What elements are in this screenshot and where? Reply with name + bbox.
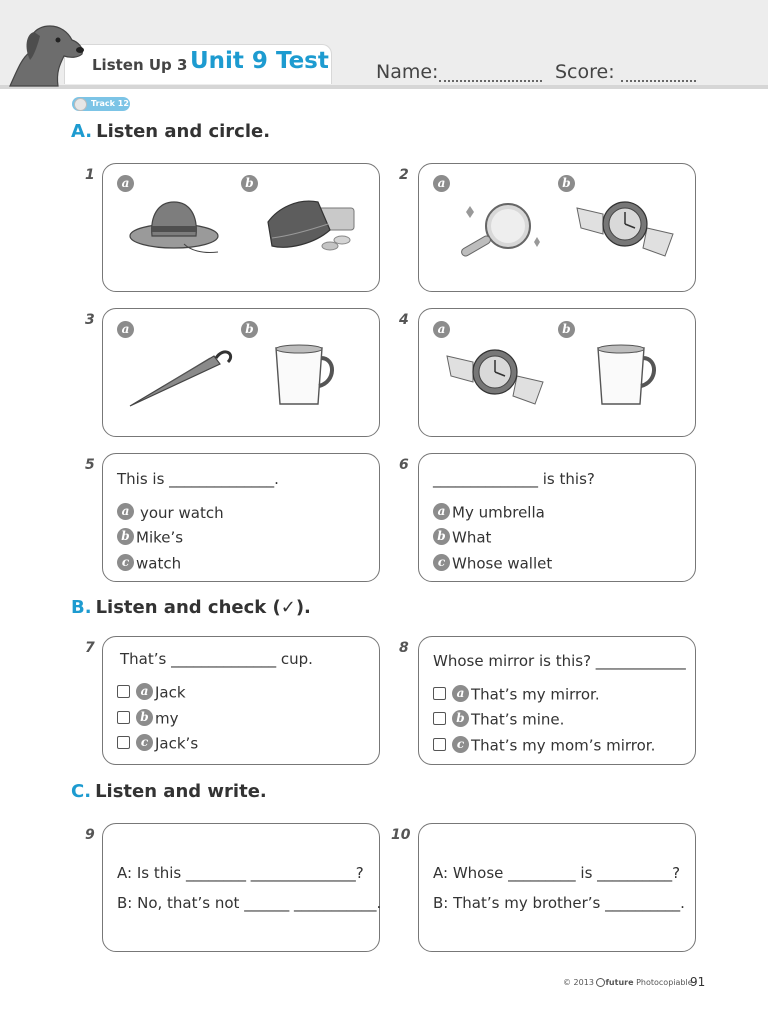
question-number: 2 [399,167,409,183]
hat-icon[interactable] [128,196,223,262]
checkbox[interactable] [117,685,130,698]
option-b-badge[interactable]: b [558,321,575,338]
question-number: 6 [399,457,409,473]
option-b-badge[interactable]: b [241,321,258,338]
section-b-heading [71,597,311,618]
choice-text: watch [136,554,182,573]
choice-b[interactable] [117,528,183,546]
choice-text: my [155,709,179,728]
question-number: 10 [391,827,411,843]
check-choice-b[interactable] [117,709,179,727]
option-c-badge: c [136,734,153,751]
choice-a[interactable] [117,503,224,521]
question-7-prompt: That’s ______________ cup. [120,650,313,668]
track-label: Track 12 [91,99,129,108]
choice-text: My umbrella [452,503,545,522]
watch-icon[interactable] [573,194,677,260]
choice-c[interactable] [433,554,552,572]
choice-a[interactable] [433,503,545,521]
checkbox[interactable] [433,687,446,700]
wallet-icon[interactable] [258,194,360,260]
choice-text: Mike’s [136,528,184,547]
option-b-badge[interactable]: b [241,175,258,192]
cd-icon [74,98,87,111]
choice-text: That’s my mirror. [471,685,600,704]
name-field[interactable] [439,80,542,82]
check-choice-a[interactable] [117,683,186,701]
choice-text: Jack’s [155,734,199,753]
section-a-text: Listen and circle. [96,121,271,142]
question-9-line-b[interactable]: B: No, that’s not ______ ___________. [117,894,382,912]
option-a-badge[interactable]: a [433,321,450,338]
publisher-name: future [605,978,634,987]
choice-c[interactable] [117,554,181,572]
question-number: 7 [85,640,95,656]
page-number: 91 [690,975,706,989]
umbrella-icon[interactable] [124,346,234,410]
question-9-box [102,823,380,952]
question-number: 1 [85,167,95,183]
question-10-box [418,823,696,952]
mirror-icon[interactable] [446,198,546,264]
check-choice-a[interactable] [433,685,600,703]
check-choice-c[interactable] [117,734,198,752]
question-number: 9 [85,827,95,843]
option-a-badge: a [117,503,134,520]
page-title: Unit 9 Test [190,48,329,74]
choice-text: Jack [155,683,186,702]
score-field[interactable] [621,80,696,82]
check-choice-c[interactable] [433,736,655,754]
question-10-line-a[interactable]: A: Whose _________ is __________? [433,864,681,882]
section-c-heading [71,781,267,802]
option-c-badge: c [452,736,469,753]
question-number: 8 [399,640,409,656]
option-a-badge[interactable]: a [117,321,134,338]
section-a-heading [71,121,270,142]
option-b-badge: b [452,710,469,727]
name-label: Name: [376,61,439,83]
option-a-badge: a [136,683,153,700]
question-number: 4 [399,312,409,328]
option-b-badge: b [136,709,153,726]
section-a-letter: A. [71,121,93,142]
question-10-line-b[interactable]: B: That’s my brother’s __________. [433,894,685,912]
photocopiable-note: Photocopiable [636,978,693,987]
question-9-line-a[interactable]: A: Is this ________ ______________? [117,864,364,882]
book-brand: Listen Up 3 [92,56,188,74]
option-b-badge: b [433,528,450,545]
option-b-badge: b [117,528,134,545]
check-choice-b[interactable] [433,710,564,728]
question-number: 3 [85,312,95,328]
cup-icon[interactable] [270,342,342,408]
section-b-text: Listen and check (✓). [95,597,311,618]
checkbox[interactable] [433,712,446,725]
choice-text: That’s my mom’s mirror. [471,736,656,755]
section-c-letter: C. [71,781,92,802]
option-a-badge[interactable]: a [117,175,134,192]
option-c-badge: c [433,554,450,571]
choice-text: What [452,528,492,547]
cup-icon[interactable] [592,342,664,408]
question-8-prompt: Whose mirror is this? ____________ [433,652,686,670]
option-a-badge[interactable]: a [433,175,450,192]
section-c-text: Listen and write. [95,781,267,802]
score-label: Score: [555,61,615,83]
choice-text: That’s mine. [471,710,565,729]
choice-text: your watch [140,503,224,522]
section-b-letter: B. [71,597,92,618]
option-c-badge: c [117,554,134,571]
choice-b[interactable] [433,528,491,546]
question-6-prompt: ______________ is this? [433,470,595,488]
option-a-badge: a [433,503,450,520]
choice-text: Whose wallet [452,554,553,573]
footer-copyright [563,978,693,987]
option-a-badge: a [452,685,469,702]
copyright-text: © 2013 [563,978,594,987]
question-number: 5 [85,457,95,473]
checkbox[interactable] [117,711,130,724]
option-b-badge[interactable]: b [558,175,575,192]
dog-mascot-icon [0,18,96,88]
checkbox[interactable] [433,738,446,751]
watch-icon[interactable] [442,342,548,408]
question-5-prompt: This is ______________. [117,470,279,488]
header-divider [0,85,768,89]
checkbox[interactable] [117,736,130,749]
